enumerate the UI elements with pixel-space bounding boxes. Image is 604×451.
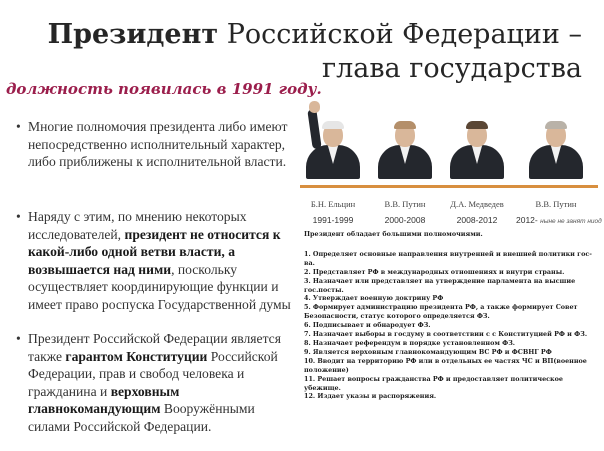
power-item: 10. Вводит на территорию РФ или в отдельных ее частях ЧС и ВП(военное положение)	[304, 356, 587, 374]
bullet-item	[16, 118, 296, 171]
bullet-text	[28, 208, 296, 314]
page-title	[42, 18, 582, 86]
bullet-bold-text: верховным главнокомандующим	[28, 383, 180, 417]
power-item: 5. Формирует администрацию президента РФ, а также формирует Совет Безопасности, статус которого определяется ФЗ.	[304, 303, 578, 321]
hair	[545, 121, 567, 129]
power-item: 4. Утверждает военную доктрину РФ	[304, 294, 444, 303]
president-name: Д.А. Медведев	[450, 199, 504, 209]
hair	[322, 121, 344, 129]
president-years	[444, 215, 510, 225]
power-item: 9. Является верховным главнокомандующим ВС РФ и ФСВНГ РФ	[304, 347, 552, 356]
power-item: 7. Назначает выборы в госдуму в соответствии с с Конституцией РФ и ФЗ.	[304, 330, 588, 339]
years-text: 2008-2012	[456, 215, 498, 225]
years-text: 2012-	[516, 215, 538, 225]
president-photo	[446, 95, 508, 181]
hair	[466, 121, 488, 129]
president-card	[300, 95, 366, 225]
bullet-text-segment: Президент Российской Федерации является также	[28, 331, 281, 364]
president-photo	[374, 95, 436, 181]
hair	[394, 121, 416, 129]
bullet-bold-text: президент не относится к какой-либо одной ветви власти, а возвышается над ними	[28, 226, 281, 277]
years-text: 1991-1999	[312, 215, 354, 225]
president-card	[444, 95, 510, 225]
title-bold-part: Президент	[47, 19, 219, 50]
power-item: 1. Определяет основные направления внутренней и внешней политики гос-ва.	[304, 249, 592, 267]
power-item: 11. Решает вопросы гражданства РФ и предоставляет политическое убежище.	[304, 374, 563, 392]
president-years	[372, 215, 438, 225]
bullet-item	[16, 330, 296, 436]
bullet-item	[16, 208, 296, 314]
president-photo	[525, 95, 587, 181]
president-name: В.В. Путин	[535, 199, 577, 209]
president-name: В.В. Путин	[384, 199, 426, 209]
presidents-timeline	[300, 95, 600, 230]
president-photo	[302, 95, 364, 181]
bullet-bold-text: гарантом Конституции	[65, 348, 208, 364]
title-regular-part: Российской Федерации –	[218, 19, 582, 50]
president-name: Б.Н. Ельцин	[310, 199, 356, 209]
bullet-dot: •	[16, 119, 21, 134]
bullet-text	[28, 118, 296, 171]
power-item: 6. Подписывает и обнародует ФЗ.	[304, 321, 431, 330]
president-years	[300, 215, 366, 225]
bullet-text	[28, 330, 296, 436]
years-text: 2000-2008	[384, 215, 426, 225]
raised-fist	[309, 101, 320, 113]
powers-intro: Президент обладает большими полномочиями.	[304, 230, 483, 238]
bullet-text-segment: Многие полномочия президента либо имеют непосредственно исполнительный характер, либо приближены к исполнительной власти.	[28, 119, 288, 170]
powers-list	[304, 230, 594, 401]
title-line-2: глава государства	[321, 53, 582, 84]
powers-items	[304, 250, 594, 401]
president-card	[372, 95, 438, 225]
title-line-1	[42, 18, 582, 52]
bullet-text-segment: , поскольку осуществляет координирующие функции и имеет право роспуска Государственной думы	[28, 261, 291, 312]
bullet-dot: •	[16, 331, 21, 346]
power-item: 12. Издает указы и распоряжения.	[304, 392, 437, 401]
subtitle: должность появилась в 1991 году.	[6, 80, 322, 98]
raised-arm	[307, 109, 321, 150]
bullet-text-segment: Российской Федерации, прав и свобод человека и гражданина и	[28, 348, 278, 399]
bullet-dot: •	[16, 209, 21, 224]
years-note: ныне не занят ниод	[540, 218, 602, 225]
president-years	[516, 215, 602, 225]
power-item: 3. Назначает или представляет на утверждение парламента на высшие гос.посты.	[304, 276, 576, 294]
bullet-text-segment: Вооружёнными силами Российской Федерации.	[28, 401, 255, 434]
power-item: 8. Назначает референдум в порядке установленном ФЗ.	[304, 338, 516, 347]
bullet-text-segment: Наряду с этим, по мнению некоторых исследователей,	[28, 209, 247, 242]
president-card	[516, 95, 602, 225]
power-item: 2. Представляет РФ в международных отношениях и внутри страны.	[304, 267, 565, 276]
